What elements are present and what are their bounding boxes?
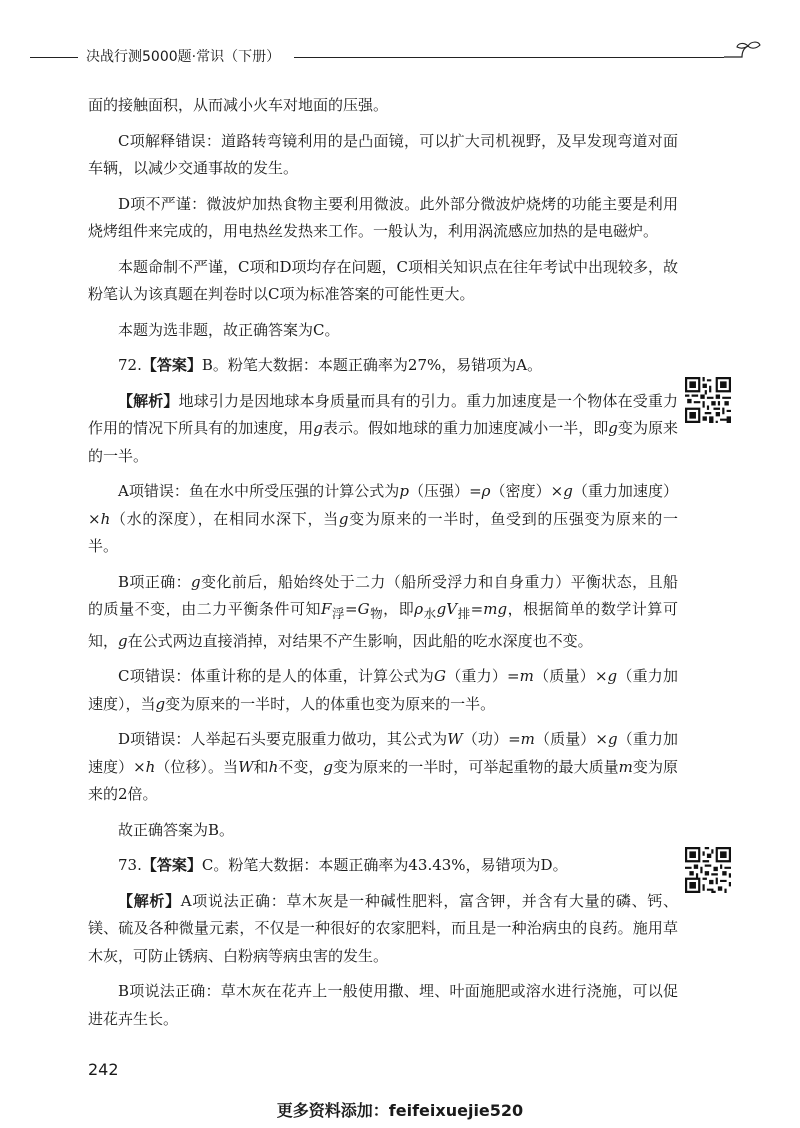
math-symbol: ρ (481, 482, 491, 500)
math-symbol: F (321, 600, 332, 618)
text-run: （位移）。当 (155, 757, 239, 776)
text-run: 73. (118, 856, 142, 874)
math-symbol: g (607, 667, 618, 685)
math-symbol: g (338, 509, 349, 528)
paragraph (88, 663, 678, 718)
running-header (30, 40, 750, 70)
text-run: （水的深度），在相同水深下，当 (110, 509, 339, 528)
text-run: 和 (253, 757, 269, 776)
text-run: 变为原来的一半时，可举起重物的最大质量 (333, 757, 619, 776)
text-run: B。粉笔大数据：本题正确率为27%，易错项为A。 (201, 356, 543, 374)
math-symbol: h (145, 757, 156, 776)
paragraph (88, 478, 678, 561)
body-text (88, 92, 678, 1041)
section-label: 【答案】 (141, 356, 202, 374)
text-run: 变为原来的一半。 (88, 419, 678, 465)
text-run: 变为原来的一半时，人的体重也变为原来的一半。 (165, 694, 496, 713)
text-run: C。粉笔大数据：本题正确率为43.43%，易错项为D。 (201, 856, 568, 874)
paragraph (88, 888, 678, 971)
text-run: 地球引力是因地球本身质量而具有的引力。重力加速度是一个物体在受重力作用的情况下所具有的加速度，用 (88, 391, 678, 437)
text-run: A项错误：鱼在水中所受压强的计算公式为 (118, 482, 400, 500)
text-run: ，根据简单的数学计算可知， (88, 600, 678, 650)
math-symbol: m (520, 730, 535, 748)
text-run: 面的接触面积，从而减小火车对地面的压强。 (88, 96, 389, 114)
math-symbol: g (607, 730, 618, 748)
math-subscript: 排 (457, 606, 471, 621)
math-symbol: g (323, 757, 333, 776)
text-run: C项错误：体重计称的是人的体重，计算公式为 (118, 667, 434, 685)
section-label: 【答案】 (141, 856, 202, 874)
text-run: C项解释错误：道路转弯镜利用的是凸面镜，可以扩大司机视野，及早发现弯道对面车辆，以减少交通事故的发生。 (88, 131, 678, 177)
text-run: A项说法正确：草木灰是一种碱性肥料，富含钾，并含有大量的磷、钙、镁、硫及各种微量元素，不仅是一种很好的农家肥料，而且是一种治病虫的良药。施用草木灰，可防止锈病、白粉病等病虫害的发生。 (88, 891, 678, 965)
header-rule-left (30, 57, 78, 58)
math-symbol: g (563, 482, 573, 500)
math-symbol: W (238, 757, 254, 776)
paragraph (88, 92, 678, 120)
text-run: B项说法正确：草木灰在花卉上一般使用撒、埋、叶面施肥或溶水进行浇施，可以促进花卉生长。 (88, 982, 678, 1028)
math-symbol: p (399, 482, 409, 500)
math-symbol: W (447, 730, 463, 748)
paragraph (88, 254, 678, 309)
header-rule-right (294, 57, 724, 58)
section-label: 【解析】 (118, 891, 181, 910)
text-run: 本题为选非题，故正确答案为C。 (118, 320, 340, 339)
section-label: 【解析】 (118, 391, 179, 410)
text-run: （功）= (462, 730, 521, 748)
paragraph (88, 852, 678, 880)
math-symbol: g (155, 694, 166, 713)
text-run: D项不严谨：微波炉加热食物主要利用微波。此外部分微波炉烧烤的功能主要是利用烧烤组件来完成的，用电热丝发热来工作。一般认为，利用涡流感应加热的是电磁炉。 (88, 194, 678, 240)
text-run: 表示。假如地球的重力加速度减小一半，即 (322, 419, 609, 437)
math-symbol: ρ (414, 600, 424, 618)
text-run: （压强）= (408, 482, 482, 500)
text-run: （重力加速度）× (88, 730, 678, 776)
text-run: 不变， (278, 757, 324, 776)
text-run: = (470, 600, 484, 618)
text-run: 故正确答案为B。 (118, 820, 235, 839)
text-run: 72. (118, 356, 142, 374)
text-run: ，即 (383, 600, 415, 618)
math-symbol: gV (436, 600, 458, 618)
text-run: （质量）× (533, 667, 608, 685)
paragraph (88, 817, 678, 845)
footer-note: 更多资料添加：feifeixuejie520 (276, 1101, 524, 1120)
math-subscript: 物 (369, 606, 384, 621)
header-title: 决战行测5000题·常识（下册） (86, 49, 281, 65)
math-symbol: m (519, 667, 534, 685)
text-run: B项正确： (118, 572, 192, 591)
math-symbol: h (100, 509, 111, 528)
text-run: 变为原来的一半时，鱼受到的压强变为原来的一半。 (88, 509, 678, 555)
text-run: （重力加速度），当 (88, 667, 679, 713)
paragraph (88, 128, 678, 183)
qr-code-icon[interactable] (685, 847, 731, 893)
paragraph (88, 317, 678, 345)
math-symbol: G (434, 667, 446, 685)
sprout-icon (720, 40, 762, 70)
text-run: 变化前后，船始终处于二力（船所受浮力和自身重力）平衡状态，且船的质量不变，由二力平衡条件可知 (88, 572, 678, 618)
math-symbol: h (268, 757, 279, 776)
math-subscript: 浮 (331, 606, 346, 621)
text-run: D项错误：人举起石头要克服重力做功，其公式为 (118, 730, 448, 748)
qr-code-icon[interactable] (685, 377, 731, 423)
text-run: 本题命制不严谨，C项和D项均存在问题，C项相关知识点在往年考试中出现较多，故粉笔认为该真题在判卷时以C项为标准答案的可能性更大。 (88, 257, 678, 303)
math-symbol: g (313, 419, 323, 437)
paragraph (88, 569, 678, 656)
text-run: （重力）= (445, 667, 520, 685)
paragraph (88, 352, 678, 380)
paragraph (88, 388, 678, 471)
math-symbol: g (608, 419, 618, 437)
text-run: （重力加速度）× (88, 482, 678, 528)
math-symbol: mg (483, 600, 508, 618)
text-run: （密度）× (490, 482, 564, 500)
text-run: 在公式两边直接消掉，对结果不产生影响，因此船的吃水深度也不变。 (127, 631, 593, 650)
math-subscript: 水 (423, 606, 437, 621)
text-run: = (345, 600, 358, 618)
paragraph (88, 191, 678, 246)
math-symbol: g (118, 631, 128, 650)
math-symbol: g (191, 572, 201, 591)
paragraph (88, 726, 678, 809)
text-run: （质量）× (534, 730, 608, 748)
math-symbol: m (618, 757, 633, 776)
page-number: 242 (88, 1060, 119, 1079)
math-symbol: G (357, 600, 370, 618)
paragraph (88, 978, 678, 1033)
text-run: 变为原来的2倍。 (88, 757, 678, 803)
